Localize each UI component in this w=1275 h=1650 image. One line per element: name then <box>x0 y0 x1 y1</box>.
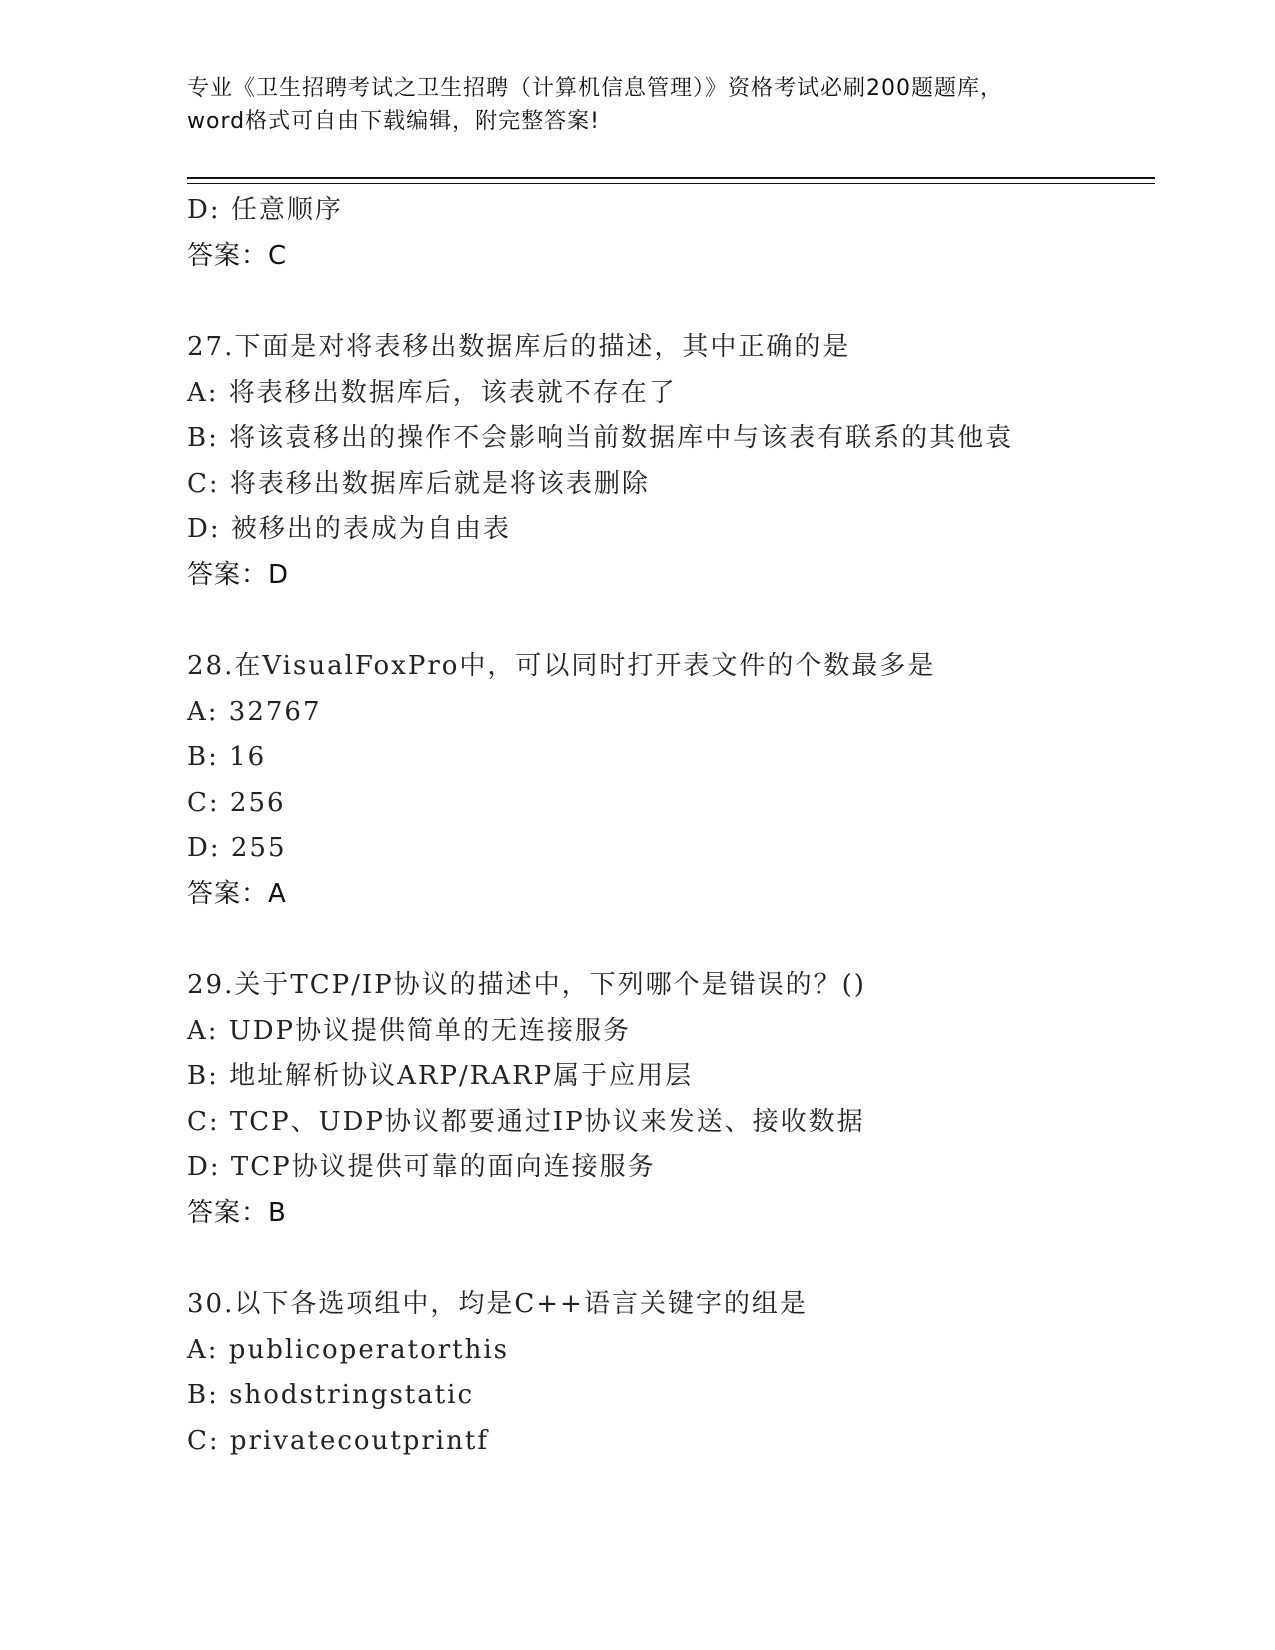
answer-line: 答案：B <box>187 1197 287 1228</box>
spacer <box>187 917 1147 963</box>
answer-line: 答案：D <box>187 559 290 590</box>
question-stem: 27.下面是对将表移出数据库后的描述，其中正确的是 <box>187 332 851 362</box>
spacer <box>187 1236 1147 1282</box>
option-c: C: 256 <box>187 787 286 818</box>
option-a: A: UDP协议提供简单的无连接服务 <box>187 1015 632 1046</box>
option-b: B: shodstringstatic <box>187 1380 475 1410</box>
question-list <box>187 188 1147 1464</box>
option-d: D: TCP协议提供可靠的面向连接服务 <box>187 1152 656 1182</box>
page-header <box>187 72 1087 138</box>
option-d: D: 被移出的表成为自由表 <box>187 514 511 544</box>
question-stem: 30.以下各选项组中，均是C++语言关键字的组是 <box>187 1289 808 1319</box>
option-b: B: 16 <box>187 742 267 772</box>
question-29 <box>187 963 1147 1236</box>
header-title-line-1: 专业《卫生招聘考试之卫生招聘（计算机信息管理）》资格考试必刷200题题库， <box>187 76 1003 101</box>
answer-line: 答案：A <box>187 878 287 909</box>
option-d: D: 任意顺序 <box>187 195 343 225</box>
spacer <box>187 279 1147 325</box>
option-a: A: 32767 <box>187 696 322 727</box>
option-c: C: privatecoutprintf <box>187 1425 489 1456</box>
header-divider-thin <box>187 183 1155 184</box>
question-26-tail <box>187 188 1147 279</box>
option-d: D: 255 <box>187 833 287 863</box>
question-stem: 29.关于TCP/IP协议的描述中，下列哪个是错误的？() <box>187 970 866 1000</box>
spacer <box>187 598 1147 644</box>
option-b: B: 将该袁移出的操作不会影响当前数据库中与该表有联系的其他袁 <box>187 423 1014 453</box>
header-title-line-2: word格式可自由下载编辑，附完整答案! <box>187 109 600 134</box>
option-a: A: 将表移出数据库后，该表就不存在了 <box>187 377 677 408</box>
option-a: A: publicoperatorthis <box>187 1334 510 1365</box>
answer-line: 答案：C <box>187 240 288 271</box>
question-27 <box>187 325 1147 598</box>
header-divider-thick <box>187 177 1155 179</box>
option-c: C: 将表移出数据库后就是将该表删除 <box>187 468 650 499</box>
question-28 <box>187 644 1147 917</box>
question-stem: 28.在VisualFoxPro中，可以同时打开表文件的个数最多是 <box>187 651 936 681</box>
option-c: C: TCP、UDP协议都要通过IP协议来发送、接收数据 <box>187 1106 865 1137</box>
option-b: B: 地址解析协议ARP/RARP属于应用层 <box>187 1061 694 1091</box>
question-30 <box>187 1282 1147 1464</box>
